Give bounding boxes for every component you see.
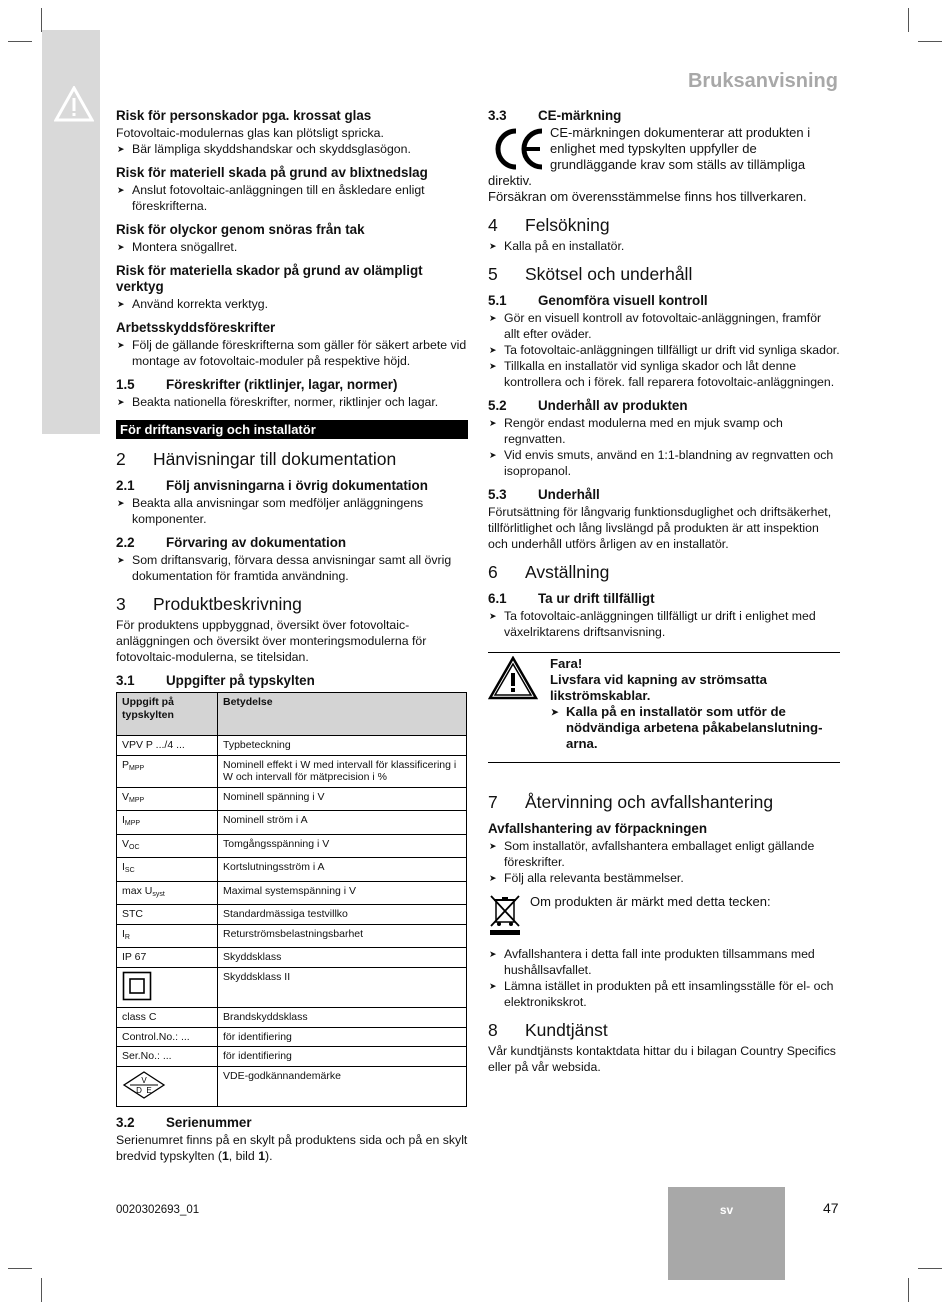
bullet-item: ➤ Beakta nationella föreskrifter, normer, riktlinjer och lagar.: [116, 394, 468, 410]
table-row: [117, 736, 467, 756]
bold-run: 1: [258, 1149, 266, 1163]
ce-text: CE-märkningen dokumenterar att produkten i enlighet med typskylten uppfyller de grundläggande krav som ställs av tillämpliga: [550, 125, 811, 172]
risk-heading: Arbetsskyddsföreskrifter: [116, 320, 276, 335]
subscript: MPP: [129, 764, 145, 772]
ce-text-end: direktiv.: [488, 173, 532, 188]
bullet-item: ➤ Vid envis smuts, använd en 1:1-blandning av regnvatten och isopropanol.: [488, 447, 840, 479]
section-text: Förutsättning för långvarig funktionsduglighet och driftsäkerhet, tillförlitlighet och lång livslängd på produkten är att inspektion och underhåll utförs årligen av en installatör.: [488, 505, 832, 551]
crop-mark: [908, 8, 909, 32]
subscript: SC: [124, 867, 135, 874]
section-number: 3: [116, 594, 126, 614]
section-heading-5-2: [488, 398, 840, 414]
table-cell: [117, 924, 218, 948]
table-cell: [117, 787, 218, 811]
section-heading-4: [488, 214, 840, 236]
section-number: 6.1: [488, 591, 507, 606]
danger-triangle-icon: [488, 656, 538, 700]
vde-letter: D: [136, 1085, 142, 1095]
bold-run: 1: [221, 1149, 229, 1163]
table-row: [117, 881, 467, 905]
vde-letter: E: [146, 1085, 152, 1095]
section-text: För produktens uppbyggnad, översikt över fotovoltaic-anläggningen och översikt över monteringsmodulerna för fotovoltaic-modulerna, se titelsidan.: [116, 618, 427, 664]
section-number: 2: [116, 449, 126, 469]
audience-bar: För driftansvarig och installatör: [116, 420, 468, 439]
section-heading-5-1: [488, 293, 840, 309]
section-heading-3-3: [488, 108, 840, 124]
section-title: Återvinning och avfallshantering: [525, 792, 774, 812]
table-cell: [117, 967, 218, 1008]
ce-mark-icon: [488, 125, 550, 173]
danger-icon-wrap: [488, 656, 550, 752]
section-number: 3.2: [116, 1115, 135, 1130]
section-number: 3.3: [488, 108, 507, 123]
section-title: Underhåll: [538, 487, 600, 502]
crop-mark: [8, 41, 32, 42]
section-number: 8: [488, 1020, 498, 1040]
crossed-bin-icon: [488, 894, 522, 936]
symbol: V: [122, 837, 130, 850]
table-row: [117, 905, 467, 925]
subscript: MPP: [129, 796, 145, 804]
bullet-item: ➤ Anslut fotovoltaic-anläggningen till en åskledare enligt föreskrifterna.: [116, 182, 468, 214]
bullet-item: ➤ Rengör endast modulerna med en mjuk svamp och regnvatten.: [488, 415, 840, 447]
section-number: 5: [488, 264, 498, 284]
bullet-item: ➤ Använd korrekta verktyg.: [116, 296, 468, 312]
section-heading-2-1: [116, 478, 468, 494]
table-cell: [117, 811, 218, 835]
right-column: [488, 108, 840, 1075]
table-cell: Skyddsklass: [218, 948, 467, 968]
warning-triangle-icon: [54, 86, 94, 122]
section-title: Kundtjänst: [525, 1020, 608, 1040]
section-heading-3-2: [116, 1115, 468, 1131]
section-text: [116, 1132, 468, 1164]
table-cell: [117, 834, 218, 858]
section-heading-5-3: [488, 487, 840, 503]
table-cell: Nominell spänning i V: [218, 787, 467, 811]
section-title: CE-märkning: [538, 108, 622, 123]
section-heading-2-2: [116, 535, 468, 551]
section-title: Produktbeskrivning: [153, 594, 302, 614]
page-number: 47: [823, 1200, 839, 1216]
table-cell: Typbeteckning: [218, 736, 467, 756]
table-cell: Nominell ström i A: [218, 811, 467, 835]
bullet-item: ➤ Ta fotovoltaic-anläggningen tillfälligt ur drift i enlighet med växelriktarens driftsanvisning.: [488, 608, 840, 640]
table-row: [117, 755, 467, 787]
bullet-item: ➤ Avfallshantera i detta fall inte produkten tillsammans med hushållsavfallet.: [488, 946, 840, 978]
ce-declaration: Försäkran om överensstämmelse finns hos tillverkaren.: [488, 189, 807, 204]
packaging-heading: Avfallshantering av förpackningen: [488, 821, 708, 836]
symbol: I: [122, 861, 125, 873]
danger-text: [550, 656, 840, 752]
danger-message: Livsfara vid kapning av strömsatta likströmskablar.: [550, 672, 767, 703]
table-row: [117, 1027, 467, 1047]
typeplate-table: [116, 692, 467, 1107]
table-cell: [117, 1066, 218, 1107]
symbol: max U: [122, 884, 153, 897]
symbol: I: [122, 927, 125, 940]
section-heading-3: [116, 593, 468, 615]
section-title: Felsökning: [525, 215, 610, 235]
section-title: Förvaring av dokumentation: [166, 535, 347, 550]
table-row: [117, 811, 467, 835]
table-cell: [117, 881, 218, 905]
section-title: Följ anvisningarna i övrig dokumentation: [166, 478, 428, 493]
bullet-item: ➤ Lämna istället in produkten på ett insamlingsställe för el- och elektronikskrot.: [488, 978, 840, 1010]
section-title: Underhåll av produkten: [538, 398, 688, 413]
subscript: syst: [152, 890, 165, 898]
section-title: Uppgifter på typskylten: [166, 673, 315, 688]
table-cell: Control.No.: ...: [117, 1027, 218, 1047]
bullet-item: ➤ Beakta alla anvisningar som medföljer anläggningens komponenter.: [116, 495, 468, 527]
crop-mark: [918, 1268, 942, 1269]
table-header-cell: Betydelse: [218, 693, 467, 736]
table-cell: för identifiering: [218, 1047, 467, 1067]
table-row: [117, 1008, 467, 1028]
document-code: 0020302693_01: [116, 1204, 200, 1216]
section-title: Skötsel och underhåll: [525, 264, 693, 284]
section-number: 3.1: [116, 673, 135, 688]
weee-row: [488, 894, 840, 936]
table-cell: VDE-godkännandemärke: [218, 1066, 467, 1107]
table-cell: Returströmsbelastningsbarhet: [218, 924, 467, 948]
page-header-title: Bruksanvisning: [687, 70, 838, 92]
section-title: Genomföra visuell kontroll: [538, 293, 708, 308]
table-row: [117, 1047, 467, 1067]
section-number: 2.2: [116, 535, 135, 550]
danger-label: Fara!: [550, 656, 583, 671]
left-column: [116, 108, 468, 1164]
section-number: 7: [488, 792, 498, 812]
section-heading-7: [488, 791, 840, 813]
table-cell: Standardmässiga testvillko: [218, 905, 467, 925]
section-heading-3-1: [116, 673, 468, 689]
section-title: Föreskrifter (riktlinjer, lagar, normer): [166, 377, 398, 392]
table-cell: Tomgångsspänning i V: [218, 834, 467, 858]
bullet-item: ➤ Ta fotovoltaic-anläggningen tillfälligt ur drift vid synliga skador.: [488, 342, 840, 358]
symbol: P: [122, 758, 130, 771]
table-cell: Maximal systemspänning i V: [218, 881, 467, 905]
table-row: [117, 787, 467, 811]
risk-heading: Risk för materiell skada på grund av blixtnedslag: [116, 165, 428, 180]
table-row: [117, 924, 467, 948]
risk-text: Fotovoltaic-modulernas glas kan plötsligt spricka.: [116, 126, 384, 140]
section-number: 6: [488, 562, 498, 582]
weee-text: Om produkten är märkt med detta tecken:: [530, 894, 771, 909]
table-row: [117, 1066, 467, 1107]
bullet-item: ➤ Som driftansvarig, förvara dessa anvisningar samt all övrig dokumentation för framtida användning.: [116, 552, 468, 584]
section-heading-1-5: [116, 377, 468, 393]
table-cell: STC: [117, 905, 218, 925]
bullet-item: ➤ Tillkalla en installatör vid synliga skador och låt denne kontrollera och i förek. fall reparera fotovoltaic-anläggningen.: [488, 358, 840, 390]
risk-heading: Risk för olyckor genom snöras från tak: [116, 222, 365, 237]
bullet-item: ➤ Följ alla relevanta bestämmelser.: [488, 870, 840, 886]
crop-mark: [908, 1278, 909, 1302]
bullet-item: ➤ Gör en visuell kontroll av fotovoltaic-anläggningen, framför allt efter oväder.: [488, 310, 840, 342]
subscript: OC: [129, 843, 140, 851]
table-cell: Brandskyddsklass: [218, 1008, 467, 1028]
bullet-item: ➤ Kalla på en installatör.: [488, 238, 840, 254]
section-number: 5.1: [488, 293, 507, 308]
ce-block: [488, 125, 840, 173]
table-cell: [117, 755, 218, 787]
section-heading-2: [116, 448, 468, 470]
table-row: [117, 967, 467, 1008]
symbol: V: [122, 790, 130, 803]
section-title: Hänvisningar till dokumentation: [153, 449, 397, 469]
text-run: , bild: [228, 1149, 259, 1163]
section-number: 4: [488, 215, 498, 235]
section-number: 5.2: [488, 398, 507, 413]
table-cell: VPV P .../4 ...: [117, 736, 218, 756]
bullet-item: ➤ Som installatör, avfallshantera emballaget enligt gällande föreskrifter.: [488, 838, 840, 870]
table-header-cell: Uppgift på typskylten: [117, 693, 218, 736]
section-title: Avställning: [525, 562, 610, 582]
section-number: 5.3: [488, 487, 507, 502]
table-cell: Nominell effekt i W med intervall för klassificering i W och intervall för mätprecision i %: [218, 755, 467, 787]
crop-mark: [41, 8, 42, 32]
vde-mark-icon: [122, 1070, 166, 1100]
crop-mark: [8, 1268, 32, 1269]
subscript: MPP: [124, 820, 141, 827]
text-run: ).: [265, 1149, 273, 1163]
danger-box: [488, 652, 840, 763]
crop-mark: [41, 1278, 42, 1302]
table-cell: för identifiering: [218, 1027, 467, 1047]
risk-heading: Risk för materiella skador på grund av olämpligt verktyg: [116, 263, 423, 294]
section-number: 2.1: [116, 478, 135, 493]
bullet-item: ➤ Följ de gällande föreskrifterna som gäller för säkert arbete vid montage av fotovoltaic-moduler på respektive höjd.: [116, 337, 468, 369]
bullet-item: ➤ Bär lämpliga skyddshandskar och skyddsglasögon.: [116, 141, 468, 157]
table-cell: IP 67: [117, 948, 218, 968]
table-row: [117, 858, 467, 882]
table-row: [117, 948, 467, 968]
table-row: [117, 834, 467, 858]
section-number: 1.5: [116, 377, 135, 392]
text-run: Serienumret finns på en skylt på produktens sida och på en skylt bredvid typskylten (: [116, 1133, 468, 1163]
language-tab: sv: [668, 1187, 785, 1280]
protection-class-2-icon: [122, 971, 152, 1001]
section-title: Serienummer: [166, 1115, 252, 1130]
section-heading-6-1: [488, 591, 840, 607]
symbol: I: [122, 814, 125, 826]
section-heading-6: [488, 561, 840, 583]
vde-letter: V: [141, 1075, 147, 1085]
table-cell: class C: [117, 1008, 218, 1028]
bullet-item: ➤ Montera snögallret.: [116, 239, 468, 255]
crop-mark: [918, 41, 942, 42]
table-header-row: [117, 693, 467, 736]
section-text: Vår kundtjänsts kontaktdata hittar du i bilagan Country Specifics eller på vår websida.: [488, 1044, 836, 1074]
section-heading-5: [488, 263, 840, 285]
table-cell: Ser.No.: ...: [117, 1047, 218, 1067]
section-title: Ta ur drift tillfälligt: [538, 591, 655, 606]
table-cell: Skyddsklass II: [218, 967, 467, 1008]
table-cell: [117, 858, 218, 882]
table-cell: Kortslutningsström i A: [218, 858, 467, 882]
risk-heading: Risk för personskador pga. krossat glas: [116, 108, 372, 123]
bullet-item: ➤ Kalla på en installatör som utför de nödvändiga arbetena påkabelanslutning-arna.: [550, 704, 840, 752]
section-heading-8: [488, 1019, 840, 1041]
subscript: R: [124, 933, 130, 941]
